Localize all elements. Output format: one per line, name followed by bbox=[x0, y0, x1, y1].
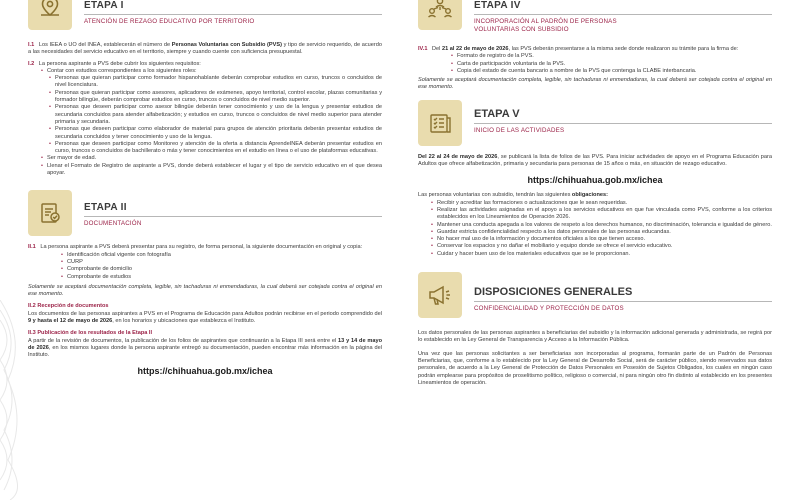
etapa-4-header bbox=[418, 0, 772, 42]
decorative-pattern bbox=[0, 300, 28, 500]
role-item: • Personas que deseen participar como Monitoreo y atención de la oferta a distancia AprendeINEA deberán presentar estudios en curso, truncos o concluidos de bachillerato o más y tener conocimientos en el estudio en línea o el uso de plataformas educativas. bbox=[46, 141, 382, 156]
item-ii1 bbox=[28, 244, 382, 251]
disposiciones-rule bbox=[474, 301, 772, 302]
requirements-list bbox=[38, 68, 382, 75]
item-ii1-number: II.1 bbox=[28, 244, 36, 251]
item-iv1-pre: Del bbox=[432, 46, 442, 52]
item-i1-number: I.1 bbox=[28, 42, 35, 48]
item-i1-text-bold: Personas Voluntarias con Subsidio (PVS) bbox=[171, 42, 282, 48]
item-i1-text-pre: Los IEEA o UO del INEA, establecerán el número de bbox=[38, 42, 172, 48]
extra-requirements-list bbox=[38, 155, 382, 177]
disposiciones-header bbox=[418, 272, 772, 324]
map-pin-icon bbox=[28, 0, 72, 30]
requirement-intro: • Contar con estudios correspondientes a los siguientes roles: bbox=[38, 68, 382, 75]
etapa-2-note: Solamente se aceptará documentación completa, legible, sin tachaduras ni enmendaduras, la cual deberá ser cotejada contra el original en ese momento. bbox=[28, 283, 382, 298]
item-iv1-bold: 21 al 22 de mayo de 2026 bbox=[441, 46, 509, 52]
role-item: • Personas que quieran participar como formador hispanohablante deberán comprobar estudios en curso, truncos o concluidos de nivel licenciatura. bbox=[46, 75, 382, 90]
signature-item: • Carta de participación voluntaria de la PVS. bbox=[448, 61, 772, 68]
etapa-5-title: ETAPA V bbox=[474, 107, 520, 120]
item-ii3-post: , en los mismos lugares donde la persona aspirante entregó su documentación, pueden encontrar más información en la página del Instituto. bbox=[28, 344, 382, 359]
item-ii2-text bbox=[28, 311, 382, 326]
signature-documents-list bbox=[448, 53, 772, 75]
obligation-item: • Guardar estricta confidencialidad respecto a los datos personales de las personas educandas. bbox=[428, 229, 772, 236]
document-check-icon bbox=[28, 190, 72, 236]
item-iv1-post: , las PVS deberán presentarse a la misma sede donde realizaron su trámite para la firma de: bbox=[508, 46, 739, 52]
documents-list bbox=[58, 252, 382, 281]
item-ii2-bold: 9 y hasta el 12 de mayo de 2026 bbox=[28, 318, 113, 325]
etapa-5-paragraph bbox=[418, 154, 772, 169]
item-ii2-post: , en los horarios y ubicaciones que establezca el Instituto. bbox=[112, 318, 256, 325]
requirement-item: • Llenar el Formato de Registro de aspirante a PVS, donde deberá establecer el lugar y el tipo de servicio educativo en el que desea apoyar. bbox=[38, 163, 382, 178]
etapa-5-header bbox=[418, 100, 772, 150]
obligation-item: • Cuidar y hacer buen uso de los materiales educativos que se le proporcionan. bbox=[428, 251, 772, 258]
item-iv1-number: IV.1 bbox=[418, 46, 428, 52]
people-network-icon bbox=[418, 0, 462, 30]
obligation-item: • Conservar los espacios y no dañar el mobiliario y equipo donde se ofrece el servicio educativo. bbox=[428, 243, 772, 250]
etapa-4-rule bbox=[474, 14, 772, 15]
disposiciones-subtitle: CONFIDENCIALIDAD Y PROTECCIÓN DE DATOS bbox=[474, 305, 624, 313]
item-ii3-pre: A partir de la revisión de documentos, la publicación de los folios de aspirantes que continuarán a la Etapa III será entre el bbox=[28, 337, 339, 344]
right-column bbox=[418, 0, 772, 387]
item-ii3-bold: 13 y 14 de mayo de 2026 bbox=[28, 337, 382, 351]
item-i2-text: La persona aspirante a PVS debe cubrir los siguientes requisitos: bbox=[38, 60, 201, 67]
megaphone-icon bbox=[418, 272, 462, 318]
obligations-intro bbox=[418, 192, 772, 199]
obligations-list bbox=[428, 200, 772, 258]
etapa-2-subtitle: DOCUMENTACIÓN bbox=[84, 220, 142, 228]
disposiciones-paragraph-2: Una vez que las personas solicitantes a ser beneficiarias son incorporadas al programa, formarán parte de un Padrón de Personas Beneficiarias, que, conforme a lo establecido por la Ley General de Desarrollo Social, será de carácter público, siendo reservados sus datos personales, de acuerdo a la Ley General de Protección de Datos Personales en Posesión de Sujetos Obligados, los cuales en ningún caso podrán emplearse para propósitos de proselitismo político, religioso o comercial, ni para ningún otro fin distinto al establecido en los presentes Lineamientos de operación. bbox=[418, 350, 772, 386]
etapa-2-url-link[interactable]: https://chihuahua.gob.mx/ichea bbox=[137, 365, 273, 376]
etapa-1-subtitle: ATENCIÓN DE REZAGO EDUCATIVO POR TERRITORIO bbox=[84, 18, 255, 25]
disposiciones-paragraph-1: Los datos personales de las personas aspirantes a beneficiarias del subsidio y la información adicional generada y administrada, se regirá por lo establecido en la Ley General de Transparencia y Acceso a la Información Pública. bbox=[418, 330, 772, 344]
etapa-1-rule bbox=[84, 14, 382, 15]
requirement-item: • Ser mayor de edad. bbox=[38, 155, 382, 162]
role-item: • Personas que deseen participar como asesor bilingüe deberán tener conocimiento y uso de la lengua y presentar estudios de secundaria concluidos para atender alfabetización; y estudios en curso, truncos o concluidos de nivel medio superior para atender primaria y secundaria. bbox=[46, 104, 382, 126]
role-item: • Personas que deseen participar como elaborador de material para grupos de atención prioritaria deberán presentar estudios de secundaria concluidos y tener conocimiento y uso de la lengua. bbox=[46, 126, 382, 141]
item-ii3-title: II.3 Publicación de los resultados de la Etapa II bbox=[28, 330, 153, 337]
etapa-4-title: ETAPA IV bbox=[474, 0, 521, 11]
obligation-item: • No hacer mal uso de la información y documentos oficiales a los que tienen acceso. bbox=[428, 236, 772, 243]
item-i1-text-post: y tipo de servicio requerido, de acuerdo a las necesidades del servicio educativo en el territorio, siempre y cuando cuente con suficiencia presupuestal. bbox=[28, 42, 382, 56]
etapa-5-text: , se publicará la lista de folios de las PVS. Para iniciar actividades de apoyo en el Programa Educación para Adultos que ofrece alfabetización, primaria y secundaria para personas de 15 años o más, en situación de rezago educativo. bbox=[418, 153, 772, 168]
signature-item: • Copia del estado de cuenta bancario a nombre de la PVS que contenga la CLABE interbancaria. bbox=[448, 68, 772, 75]
etapa-5-date: Del 22 al 24 de mayo de 2026 bbox=[418, 153, 498, 160]
etapa-2-rule bbox=[84, 216, 382, 217]
item-ii1-text: La persona aspirante a PVS deberá presentar para su registro, de forma personal, la siguiente documentación en original y copia: bbox=[40, 244, 363, 251]
item-i2-number: I.2 bbox=[28, 60, 35, 67]
etapa-1-header bbox=[28, 0, 382, 36]
etapa-4-subtitle-line-1: INCORPORACIÓN AL PADRÓN DE PERSONAS bbox=[474, 18, 617, 25]
item-ii2-title: II.2 Recepción de documentos bbox=[28, 303, 109, 310]
obligation-item: • Mantener una conducta apegada a los valores de respeto a los derechos humanos, no discriminación, tolerancia e igualdad de género. bbox=[428, 222, 772, 229]
signature-item: • Formato de registro de la PVS. bbox=[448, 53, 772, 60]
left-column bbox=[28, 0, 382, 376]
etapa-1-title: ETAPA I bbox=[84, 0, 124, 11]
etapa-2-header bbox=[28, 190, 382, 240]
obligations-intro-pre: Las personas voluntarias con subsidio, tendrán las siguientes bbox=[418, 192, 572, 199]
document-item: • Comprobante de estudios bbox=[58, 274, 382, 281]
roles-list bbox=[46, 75, 382, 155]
document-item: • CURP bbox=[58, 259, 382, 266]
item-ii2-pre: Los documentos de las personas aspirantes a PVS en el Programa de Educación para Adultos podrán recibirse en el periodo comprendido del bbox=[28, 310, 382, 317]
item-ii3-text bbox=[28, 338, 382, 360]
document-item: • Identificación oficial vigente con fotografía bbox=[58, 252, 382, 259]
item-iv1 bbox=[418, 46, 772, 53]
role-item: • Personas que quieran participar como asesores, aplicadores de exámenes, apoyo territorial, control escolar, plazas comunitarias y formador bilingüe, deberán comprobar estudios en curso, truncos o concluidos de nivel medio superior. bbox=[46, 90, 382, 105]
document-item: • Comprobante de domicilio bbox=[58, 266, 382, 273]
etapa-4-subtitle-line-2: VOLUNTARIAS CON SUBSIDIO bbox=[474, 26, 569, 33]
etapa-2-title: ETAPA II bbox=[84, 202, 127, 214]
etapa-5-rule bbox=[474, 123, 772, 124]
etapa-5-url-link[interactable]: https://chihuahua.gob.mx/ichea bbox=[527, 175, 663, 186]
obligations-intro-bold: obligaciones: bbox=[571, 192, 608, 199]
item-i1 bbox=[28, 42, 382, 57]
clipboard-checklist-icon bbox=[418, 100, 462, 146]
etapa-4-note: Solamente se aceptará documentación completa, legible, sin tachaduras ni enmendaduras, la cual deberá ser cotejada contra el original en ese momento. bbox=[418, 77, 772, 91]
etapa-5-subtitle: INICIO DE LAS ACTIVIDADES bbox=[474, 126, 565, 134]
obligation-item: • Realizar las actividades asignadas en el apoyo a los servicios educativos en que fue vinculada como PVS, conforme a los criterios establecidos en los Lineamientos de Operación 2026. bbox=[428, 207, 772, 222]
obligation-item: • Recibir y acreditar las formaciones o actualizaciones que le sean requeridas. bbox=[428, 200, 772, 207]
disposiciones-title: DISPOSICIONES GENERALES bbox=[474, 286, 633, 299]
item-i2 bbox=[28, 61, 382, 68]
